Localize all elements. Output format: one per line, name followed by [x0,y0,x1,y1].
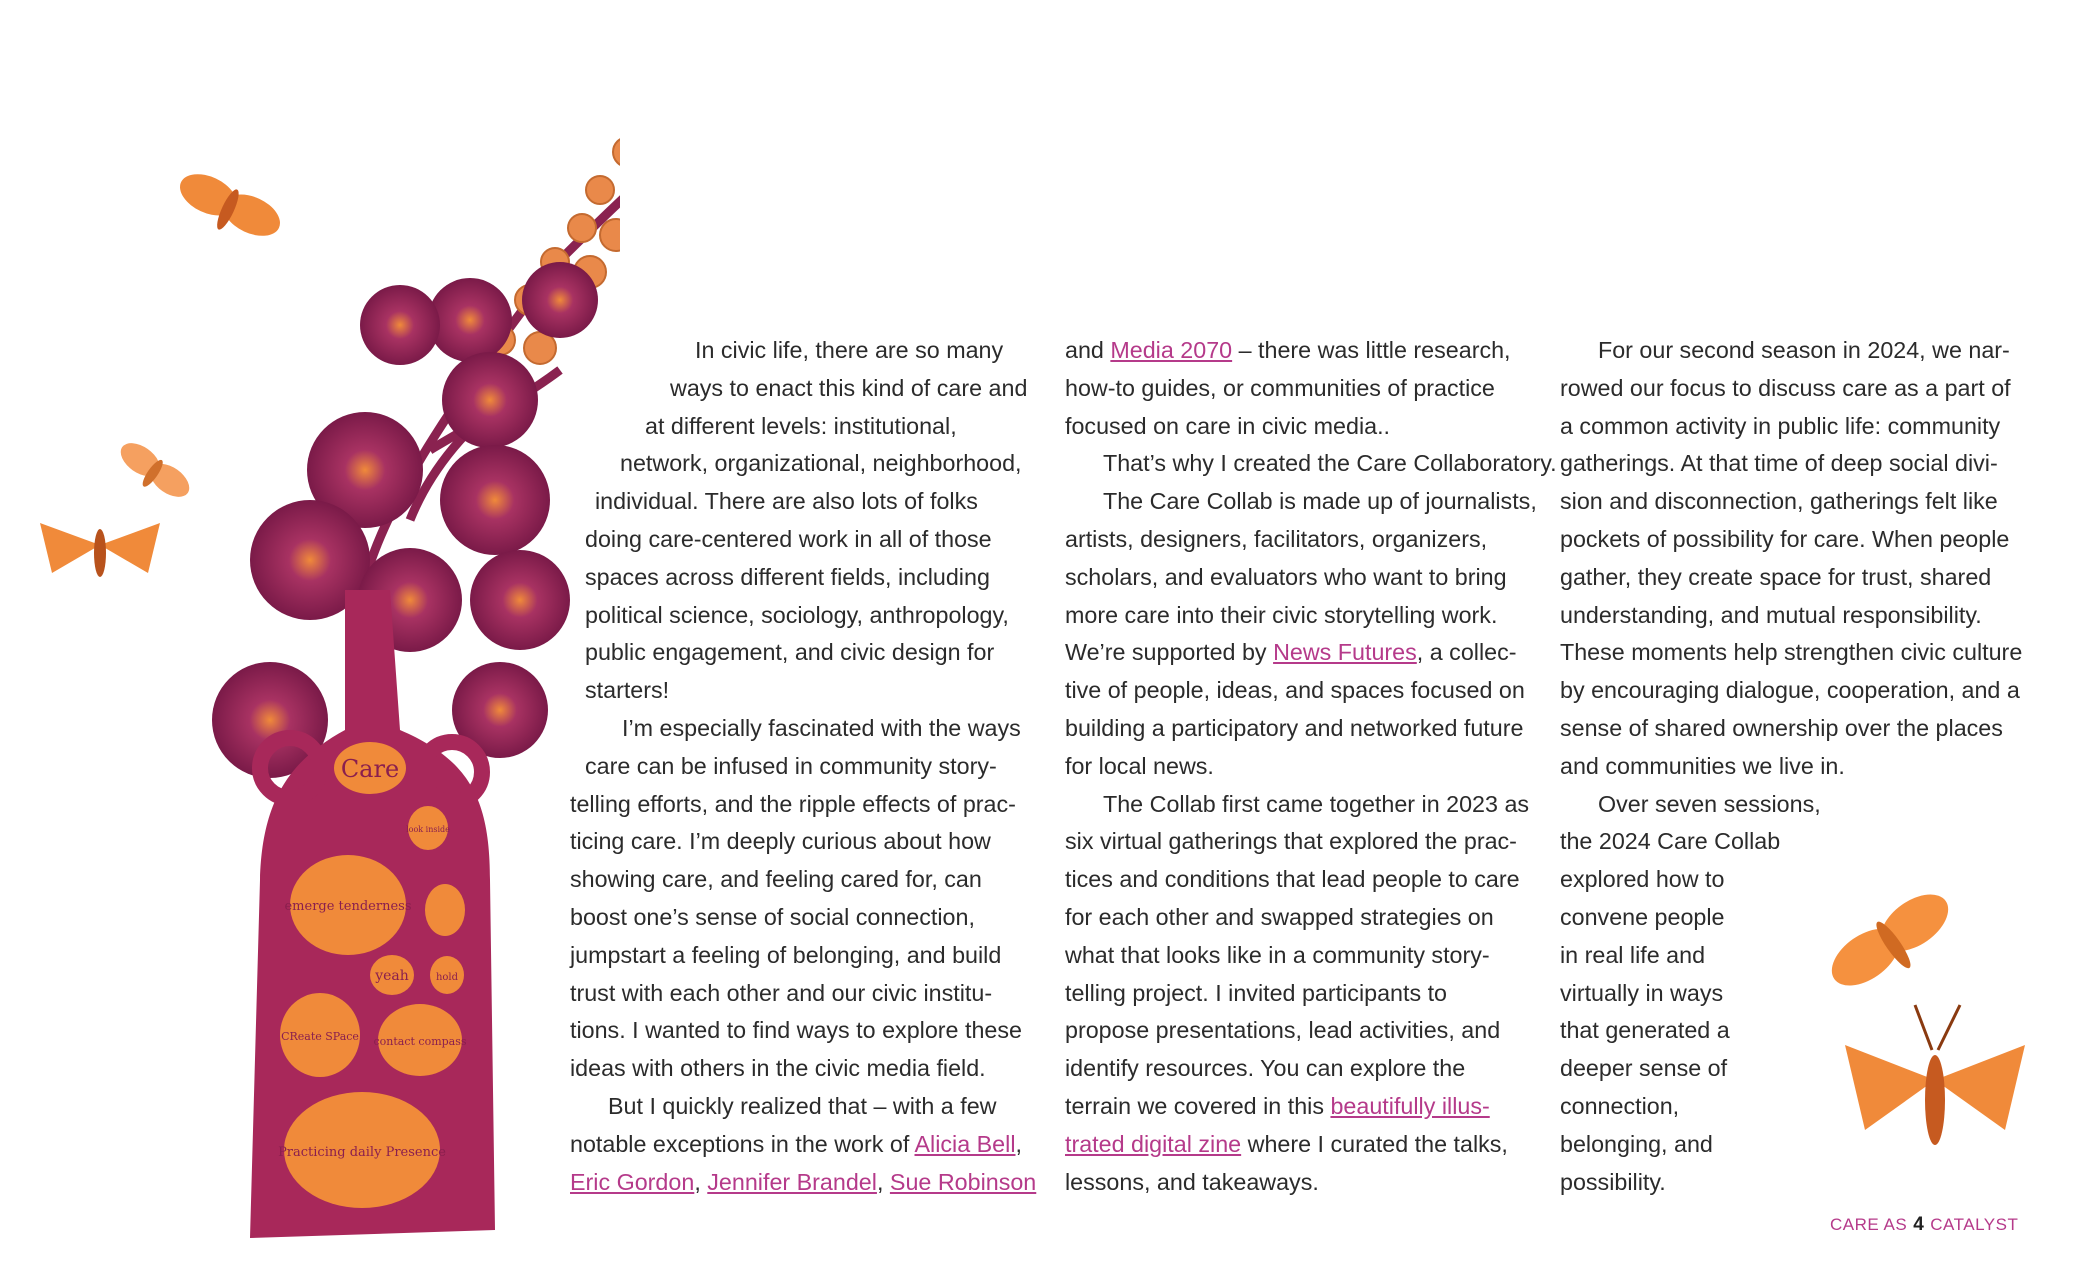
vase-label-yeah: yeah [375,968,409,984]
text-column-1 [570,332,1040,1201]
vase-label-contact-compass: contact compass [373,1035,467,1048]
vase-label-look-inside: look inside [406,825,450,834]
text-fragment: where I curated the talks, [1247,1130,1508,1157]
text-line: telling project. I invited participants to [1065,979,1448,1006]
text-line: But I quickly realized that – with a few [608,1092,997,1119]
link-digital-zine[interactable]: beautifully illus- [1330,1092,1490,1119]
text-line: care can be infused in community story- [585,752,997,779]
vase-label-practicing: Practicing daily Presence [278,1145,446,1160]
text-line: For our second season in 2024, we nar- [1598,337,2010,363]
text-line: gatherings. At that time of deep social divi- [1560,450,1998,477]
text-line: at different levels: institutional, [645,412,957,439]
text-line: I’m especially fascinated with the ways [622,714,1021,741]
punctuation: , [694,1168,701,1195]
paragraph-realized [570,1088,1040,1201]
paragraph-seven-sessions [1560,786,2040,1202]
text-line: The Collab first came together in 2023 as [1103,790,1530,817]
text-fragment: and [1065,337,1104,363]
text-line: lessons, and takeaways. [1065,1168,1319,1195]
text-column-3 [1560,332,2040,1201]
text-line: ideas with others in the civic media field. [570,1055,986,1082]
paragraph-fascinated [570,710,1040,1088]
link-eric-gordon[interactable]: Eric Gordon [570,1168,695,1195]
text-line: belonging, and [1560,1130,1713,1157]
text-line: ways to enact this kind of care and [670,374,1028,401]
text-line: boost one’s sense of social connection, [570,903,975,930]
page-footer [1830,1214,2030,1236]
text-line: In civic life, there are so many [695,337,1004,363]
link-digital-zine-cont[interactable]: trated digital zine [1065,1130,1242,1157]
text-line: These moments help strengthen civic culture [1560,639,2023,666]
text-line [1065,1126,1535,1164]
text-line [1065,634,1535,672]
vase-flowers-illustration [0,0,620,1275]
text-line: how-to guides, or communities of practice [1065,374,1495,401]
text-line: public engagement, and civic design for [585,639,995,666]
text-line: understanding, and mutual responsibility. [1560,601,1982,628]
text-line: explored how to [1560,866,1725,893]
text-line: pockets of possibility for care. When people [1560,525,2010,552]
text-line: more care into their civic storytelling work. [1065,601,1498,628]
text-line: tices and conditions that lead people to care [1065,866,1520,893]
link-media-2070[interactable]: Media 2070 [1110,337,1233,363]
text-line: individual. There are also lots of folks [595,488,978,515]
text-line: six virtual gatherings that explored the prac- [1065,828,1517,855]
text-line: sion and disconnection, gatherings felt like [1560,488,1998,515]
text-fragment: notable exceptions in the work of [570,1130,910,1157]
punctuation: , [876,1168,884,1195]
text-fragment: , a collec- [1416,639,1517,666]
footer-title-left: CARE AS [1830,1215,1908,1234]
link-alicia-bell[interactable]: Alicia Bell [914,1130,1016,1157]
text-line: The Care Collab is made up of journalists, [1103,488,1537,515]
text-line: the 2024 Care Collab [1560,828,1781,855]
text-line: That’s why I created the Care Collaboratory. [1103,450,1557,477]
paragraph-collab [1065,483,1535,785]
moth-icon [111,436,195,509]
text-fragment: – there was little research, [1238,337,1511,363]
paragraph-intro [570,332,1040,710]
text-line: gather, they create space for trust, shared [1560,563,1992,590]
text-line: trust with each other and our civic institu- [570,979,993,1006]
text-line: tions. I wanted to find ways to explore these [570,1017,1022,1044]
text-line: for local news. [1065,752,1214,779]
paragraph-second-season [1560,332,2040,786]
link-jennifer-brandel[interactable]: Jennifer Brandel [707,1168,877,1195]
moth-icon [40,523,160,577]
text-line: showing care, and feeling cared for, can [570,866,982,893]
text-line: spaces across different fields, including [585,563,990,590]
text-line: tive of people, ideas, and spaces focused on [1065,677,1525,704]
paragraph-media2070 [1065,332,1535,445]
text-line: virtually in ways [1560,979,1724,1006]
text-line: deeper sense of [1560,1055,1728,1082]
text-line [1065,332,1535,370]
paragraph-first-came [1065,786,1535,1202]
text-line: ticing care. I’m deeply curious about how [570,828,991,855]
text-line [1065,1088,1535,1126]
text-line: doing care-centered work in all of those [585,525,992,552]
text-line [570,1126,1040,1164]
vase-label-emerge: emerge tenderness [284,899,412,914]
text-line: convene people [1560,903,1725,930]
vase-label-care: Care [340,755,400,783]
text-line: and communities we live in. [1560,752,1845,779]
text-line: by encouraging dialogue, cooperation, and a [1560,677,2020,704]
text-line: political science, sociology, anthropology, [585,601,1009,628]
text-line: connection, [1560,1092,1680,1119]
text-line: jumpstart a feeling of belonging, and build [570,941,1002,968]
paragraph-why [1065,445,1557,483]
text-line: what that looks like in a community story- [1065,941,1490,968]
vase-label-hold: hold [435,972,459,983]
text-fragment: terrain we covered in this [1065,1092,1324,1119]
text-line: identify resources. You can explore the [1065,1055,1466,1082]
footer-title-right: CATALYST [1930,1215,2019,1234]
link-news-futures[interactable]: News Futures [1273,639,1417,666]
text-line: rowed our focus to discuss care as a part of [1560,374,2011,401]
text-line: sense of shared ownership over the places [1560,714,2003,741]
link-sue-robinson[interactable]: Sue Robinson [889,1168,1037,1195]
text-line: for each other and swapped strategies on [1065,903,1494,930]
text-line: that generated a [1560,1017,1730,1044]
text-line: building a participatory and networked future [1065,714,1524,741]
text-line: starters! [585,677,670,704]
text-line: telling efforts, and the ripple effects of prac- [570,790,1016,817]
text-line [570,1164,1040,1202]
text-line: scholars, and evaluators who want to bring [1065,563,1507,590]
text-fragment: We’re supported by [1065,639,1267,666]
text-line: in real life and [1560,941,1706,968]
text-line: network, organizational, neighborhood, [620,450,1022,477]
text-line: focused on care in civic media.. [1065,412,1391,439]
vase-label-create-space: CReate SPace [281,1030,359,1043]
text-line: a common activity in public life: community [1560,412,2001,439]
page-number: 4 [1913,1214,1925,1235]
text-line: possibility. [1560,1168,1666,1195]
text-line: propose presentations, lead activities, and [1065,1017,1501,1044]
text-line: Over seven sessions, [1598,790,1821,817]
text-column-2 [1065,332,1557,1201]
text-line: artists, designers, facilitators, organizers, [1065,525,1488,552]
punctuation: , [1015,1130,1022,1157]
moth-icon [170,166,287,252]
